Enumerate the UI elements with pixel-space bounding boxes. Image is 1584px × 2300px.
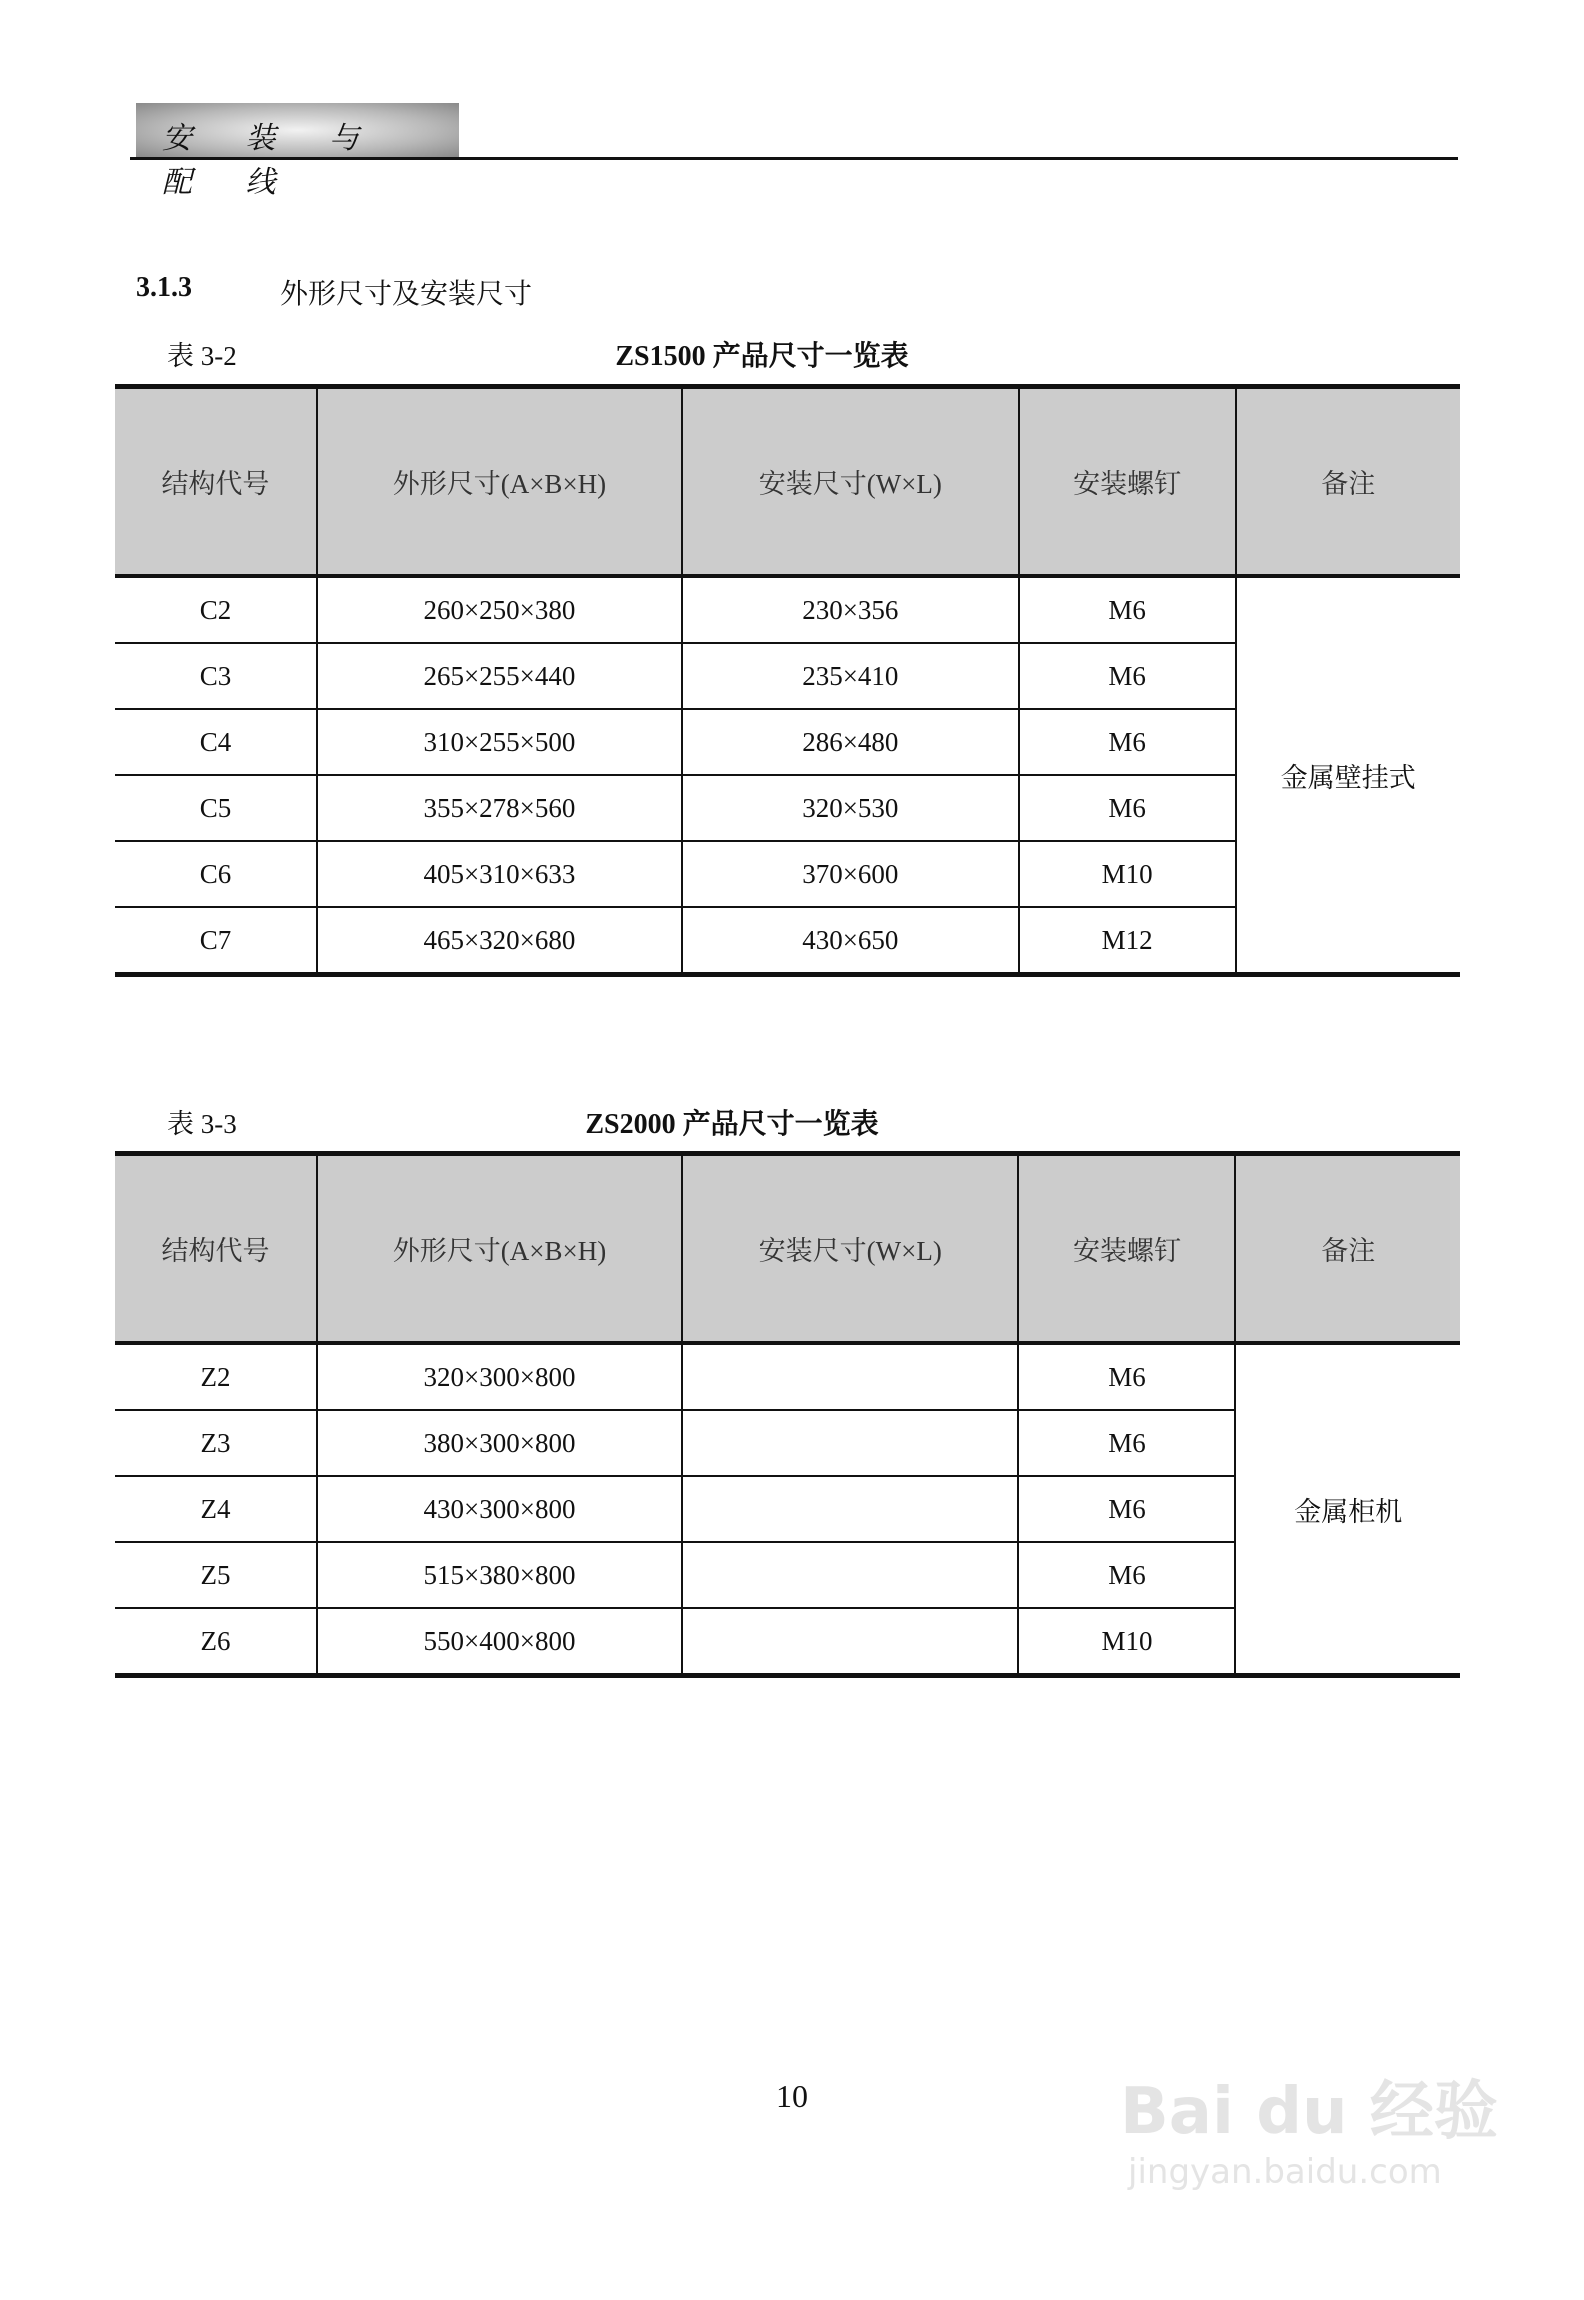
table-cell: M10 <box>1019 841 1236 907</box>
table-cell: 430×300×800 <box>317 1476 682 1542</box>
table2-label: 表 3-3 <box>167 1109 237 1139</box>
baidu-watermark <box>1120 2060 1498 2192</box>
table-cell: 235×410 <box>682 643 1019 709</box>
column-header: 外形尺寸(A×B×H) <box>317 387 682 577</box>
table-cell: M6 <box>1018 1542 1235 1608</box>
header-row <box>115 387 1460 577</box>
table-cell <box>682 1476 1018 1542</box>
table-cell <box>682 1542 1018 1608</box>
chapter-header-box <box>136 103 459 200</box>
table-cell: M6 <box>1019 643 1236 709</box>
column-header: 安装螺钉 <box>1018 1154 1235 1344</box>
header-rule <box>130 157 1458 160</box>
column-header: 结构代号 <box>115 387 317 577</box>
table-row <box>115 1343 1460 1410</box>
table-cell: 265×255×440 <box>317 643 682 709</box>
table-cell: 515×380×800 <box>317 1542 682 1608</box>
table-cell: 230×356 <box>682 576 1019 643</box>
table-cell: M6 <box>1018 1476 1235 1542</box>
table-cell: 320×300×800 <box>317 1343 682 1410</box>
table-cell: 465×320×680 <box>317 907 682 975</box>
table-cell: M6 <box>1019 775 1236 841</box>
column-header: 结构代号 <box>115 1154 317 1344</box>
table-cell: 310×255×500 <box>317 709 682 775</box>
table-cell: Z3 <box>115 1410 317 1476</box>
table-cell: 355×278×560 <box>317 775 682 841</box>
table1-title: ZS1500 产品尺寸一览表 <box>615 341 909 372</box>
table-cell: C6 <box>115 841 317 907</box>
table-cell: 380×300×800 <box>317 1410 682 1476</box>
table-cell: Z2 <box>200 1361 231 1392</box>
table-cell: C5 <box>115 775 317 841</box>
table2-title: ZS2000 产品尺寸一览表 <box>585 1109 879 1140</box>
header-row <box>115 1154 1460 1344</box>
table-cell: 320×530 <box>682 775 1019 841</box>
table-cell: 430×650 <box>682 907 1019 975</box>
table-cell: M6 <box>1019 576 1236 643</box>
table-cell: M6 <box>1018 1410 1235 1476</box>
watermark-url: jingyan.baidu.com <box>1128 2152 1442 2192</box>
table-cell: C3 <box>115 643 317 709</box>
table-cell: Z5 <box>115 1542 317 1608</box>
watermark-brand: Bai du 经验 <box>1120 2075 1498 2149</box>
column-header: 外形尺寸(A×B×H) <box>317 1154 682 1344</box>
table-cell: C7 <box>115 907 317 975</box>
table-row <box>115 576 1460 643</box>
table-cell: 370×600 <box>682 841 1019 907</box>
table-cell: Z4 <box>115 1476 317 1542</box>
table-cell: 550×400×800 <box>317 1608 682 1676</box>
column-header: 备注 <box>1236 387 1460 577</box>
note-cell: 金属柜机 <box>1235 1343 1460 1676</box>
column-header: 安装尺寸(W×L) <box>682 387 1019 577</box>
note-cell: 金属壁挂式 <box>1236 576 1460 975</box>
table1-label: 表 3-2 <box>167 341 237 371</box>
table-zs2000 <box>115 1151 1460 1678</box>
section-number: 3.1.3 <box>136 272 192 303</box>
table-cell <box>682 1608 1018 1676</box>
table-cell: M6 <box>1019 709 1236 775</box>
column-header: 安装尺寸(W×L) <box>682 1154 1018 1344</box>
table-cell: M12 <box>1019 907 1236 975</box>
table-cell: 260×250×380 <box>317 576 682 643</box>
table-cell: M10 <box>1018 1608 1235 1676</box>
section-title: 外形尺寸及安装尺寸 <box>280 279 533 310</box>
table-cell: Z6 <box>115 1608 317 1676</box>
table-cell: C2 <box>199 594 232 625</box>
page-number: 10 <box>776 2078 808 2114</box>
column-header: 备注 <box>1235 1154 1460 1344</box>
table-zs1500 <box>115 384 1460 977</box>
table-cell <box>682 1410 1018 1476</box>
table-cell: M6 <box>1018 1343 1235 1410</box>
column-header: 安装螺钉 <box>1019 387 1236 577</box>
table-cell: 286×480 <box>682 709 1019 775</box>
table-cell: C4 <box>115 709 317 775</box>
table-cell: 405×310×633 <box>317 841 682 907</box>
table-cell <box>682 1343 1018 1410</box>
chapter-title: 安 装 与 配 线 <box>162 121 382 200</box>
